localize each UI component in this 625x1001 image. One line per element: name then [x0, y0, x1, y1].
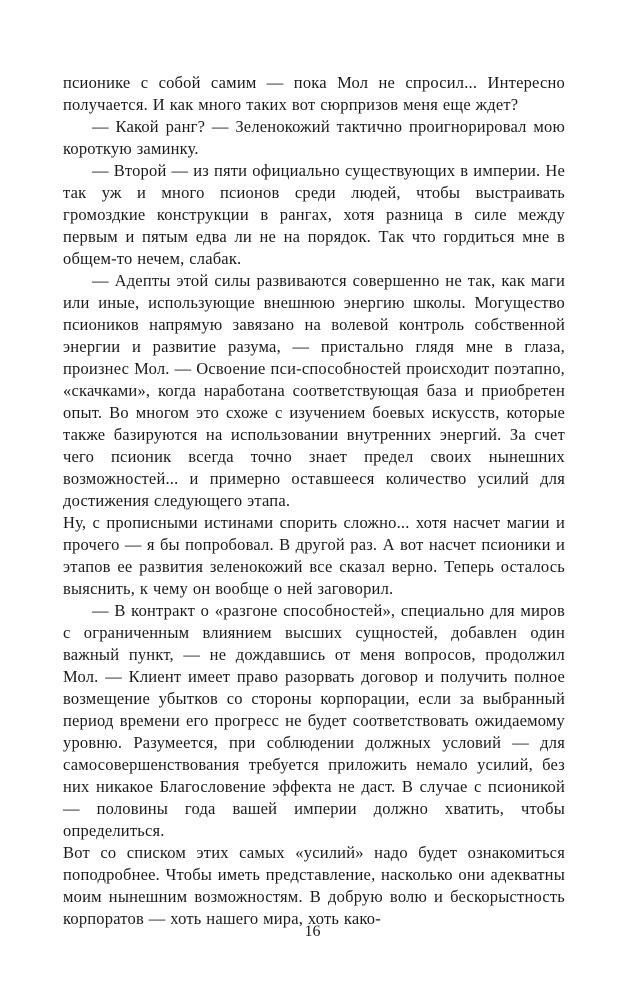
paragraph: — Какой ранг? — Зеленокожий тактично проигнорировал мою короткую заминку.	[63, 117, 565, 158]
paragraph: Вот со списком этих самых «усилий» надо будет ознакомиться поподробнее. Чтобы иметь представление, насколько они адекватны моим нынешним возможностям. В добрую волю и бескорыстность корпоратов — хоть нашего мира, хоть како-	[63, 843, 565, 928]
text-block	[63, 72, 565, 930]
paragraph: — Второй — из пяти официально существующих в империи. Не так уж и много псионов среди людей, чтобы выстраивать громоздкие конструкции в рангах, хотя разница в силе между первым и пятым едва ли не на порядок. Так что гордиться мне в общем-то нечем, слабак.	[63, 161, 565, 268]
paragraph: — Адепты этой силы развиваются совершенно не так, как маги или иные, использующие внешнюю энергию школы. Могущество псиоников напрямую завязано на волевой контроль собственной энергии и развитие разума, — пристально глядя мне в глаза, произнес Мол. — Освоение пси-способностей происходит поэтапно, «скачками», когда наработана соответствующая база и приобретен опыт. Во многом это схоже с изучением боевых искусств, которые также базируются на использовании внутренних энергий. За счет чего псионик всегда точно знает предел своих нынешних возможностей... и примерно оставшееся количество усилий для достижения следующего этапа.	[63, 271, 565, 510]
paragraph: псионике с собой самим — пока Мол не спросил... Интересно получается. И как много таких вот сюрпризов меня еще ждет?	[63, 73, 565, 114]
paragraph: — В контракт о «разгоне способностей», специально для миров с ограниченным влиянием высших сущностей, добавлен один важный пункт, — не дождавшись от меня вопросов, продолжил Мол. — Клиент имеет право разорвать договор и получить полное возмещение убытков со стороны корпорации, если за выбранный период времени его прогресс не будет соответствовать ожидаемому уровню. Разумеется, при соблюдении должных условий — для самосовершенствования требуется приложить немало усилий, без них никакое Благословение эффекта не даст. В случае с псионикой — половины года вашей империи должно хватить, чтобы определиться.	[63, 601, 565, 840]
paragraph: Ну, с прописными истинами спорить сложно... хотя насчет магии и прочего — я бы попробовал. В другой раз. А вот насчет псионики и этапов ее развития зеленокожий все сказал верно. Теперь осталось выяснить, к чему он вообще о ней заговорил.	[63, 513, 565, 598]
page-number: 16	[304, 923, 321, 940]
